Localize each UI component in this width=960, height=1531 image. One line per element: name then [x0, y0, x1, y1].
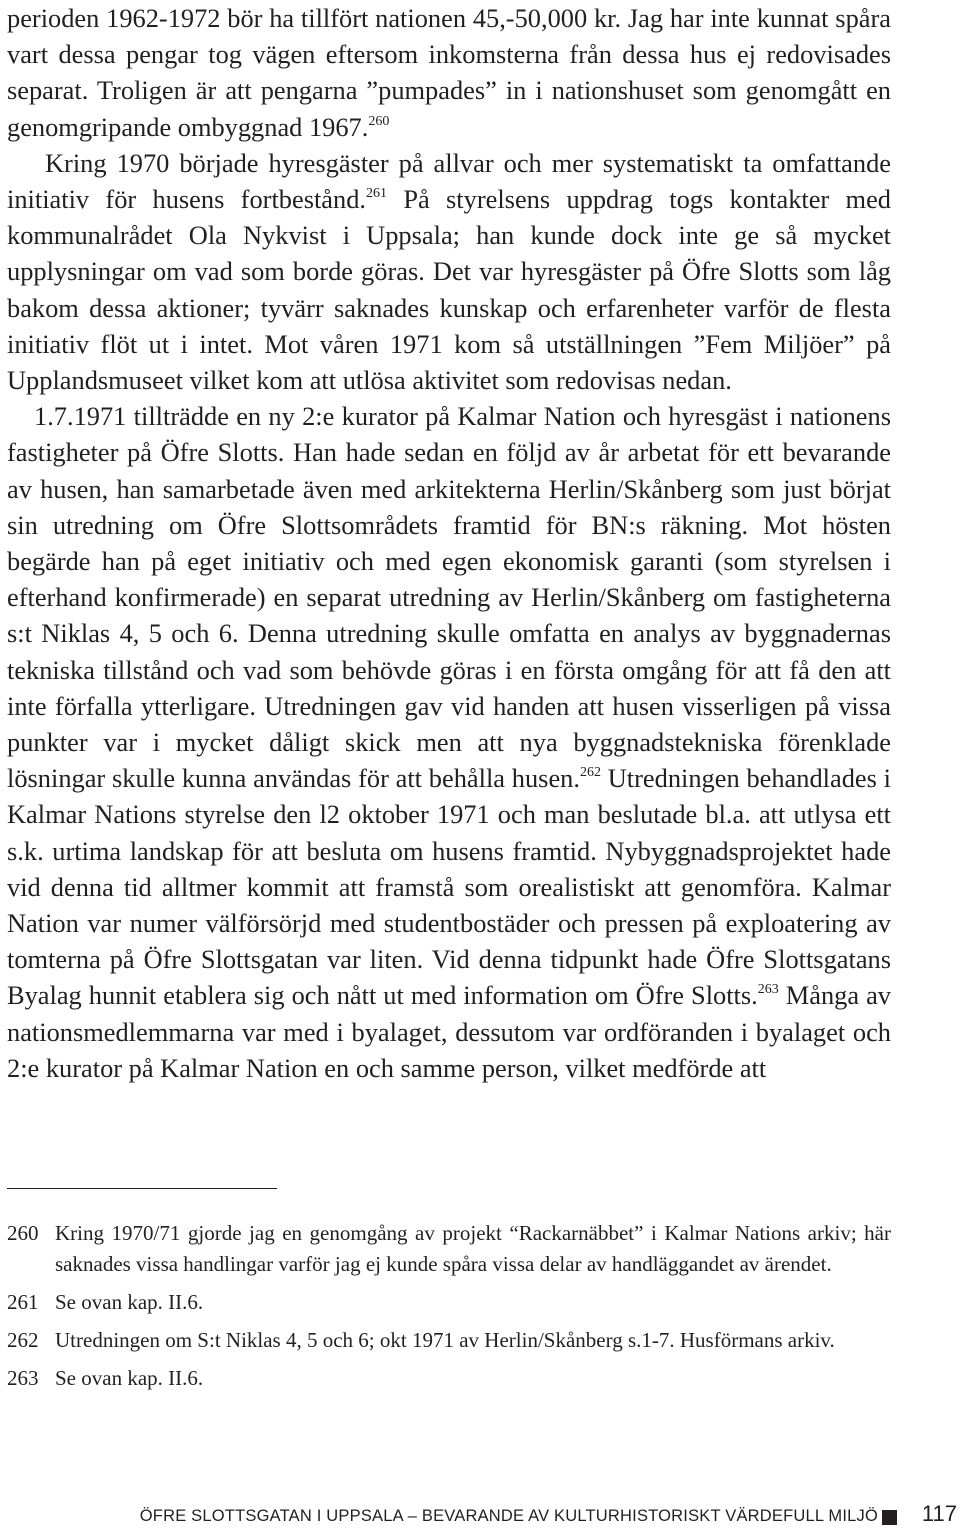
page-footer [0, 1501, 960, 1531]
footnote-number: 263 [7, 1366, 39, 1390]
body-text [7, 0, 891, 1086]
paragraph-2-text-a: Kring 1970 började hyresgäster på allvar och mer systematiskt ta omfattande initiativ för husens fortbestånd. [7, 147, 891, 215]
paragraph-1 [7, 0, 891, 145]
footnote-text: Se ovan kap. II.6. [55, 1290, 204, 1314]
paragraph-2 [7, 145, 891, 398]
paragraph-3-text-b: Utredningen behandlades i Kalmar Nations styrelse den l2 oktober 1971 och man beslutade bl.a. att utlysa ett s.k. urtima landskap för att besluta om husens framtid. Nybyggnadsprojektet hade vid denna tid alltmer kommit att framstå som orealistiskt att genomföra. Kalmar Nation var numer välförsörjd med studentbostäder och pressen på exploatering av tomterna på Öfre Slottsgatan var liten. Vid denna tidpunkt hade Öfre Slottsgatans Byalag hunnit etablera sig och nått ut med information om Öfre Slotts. [7, 763, 891, 1011]
footnote-ref-263[interactable]: 263 [757, 982, 779, 998]
footnote-text: Kring 1970/71 gjorde jag en genomgång av projekt “Rackarnäbbet” i Kalmar Nations arkiv; här saknades vissa handlingar varför jag ej kunde spåra vissa delar av handläggandet av ärendet. [55, 1221, 891, 1276]
paragraph-1-text: perioden 1962-1972 bör ha tillfört nationen 45,-50,000 kr. Jag har inte kunnat spåra vart dessa pengar tog vägen eftersom inkomsterna från dessa hus ej redovisades separat. Troligen är att pengarna ”pumpades” in i nationshuset som genomgått en genomgripande ombyggnad 1967. [7, 3, 891, 142]
paragraph-3-text-c: Många av nationsmedlemmarna var med i byalaget, dessutom var ordföranden i byalaget och 2:e kurator på Kalmar Nation en och samme person, vilket medförde att [7, 980, 891, 1083]
footnote-260 [7, 1218, 891, 1280]
running-title: ÖFRE SLOTTSGATAN I UPPSALA – BEVARANDE AV KULTURHISTORISKT VÄRDEFULL MILJÖ [139, 1507, 878, 1525]
footnote-ref-262[interactable]: 262 [579, 765, 601, 781]
footnote-text: Utredningen om S:t Niklas 4, 5 och 6; okt 1971 av Herlin/Skånberg s.1-7. Husförmans arkiv. [55, 1328, 835, 1352]
paragraph-2-text-b: På styrelsens uppdrag togs kontakter med kommunalrådet Ola Nykvist i Uppsala; han kunde dock inte ge så mycket upplysningar om vad som borde göras. Det var hyresgäster på Öfre Slotts som låg bakom dessa aktioner; tyvärr saknades kunskap och erfarenheter varför de flesta initiativ flöt ut i intet. Mot våren 1971 kom så utställningen ”Fem Miljöer” på Upplandsmuseet vilket kom att utlösa aktivitet som redovisas nedan. [7, 184, 891, 396]
footnote-number: 261 [7, 1290, 39, 1314]
square-bullet-icon [882, 1510, 897, 1525]
footnote-number: 260 [7, 1221, 39, 1245]
paragraph-3-text-a: 1.7.1971 tillträdde en ny 2:e kurator på Kalmar Nation och hyresgäst i nationens fastigheter på Öfre Slotts. Han hade sedan en följd av år arbetat för ett bevarande av husen, han samarbetade även med arkitekterna Herlin/Skånberg som just börjat sin utredning om Öfre Slottsområdets framtid för BN:s räkning. Mot hösten begärde han på eget initiativ och med egen ekonomisk garanti (som styrelsen i efterhand konfirmerade) en separat utredning av Herlin/Skånberg om fastigheterna s:t Niklas 4, 5 och 6. Denna utredning skulle omfatta en analys av byggnadernas tekniska tillstånd och vad som behövde göras i en första omgång för att få den att inte förfalla ytterligare. Utredningen gav vid handen att husen visserligen på vissa punkter var i mycket dåligt skick men att nya byggnadstekniska förenklade lösningar skulle kunna användas för att behålla husen. [7, 401, 891, 794]
page-number: 117 [921, 1501, 957, 1526]
footnote-263 [7, 1363, 891, 1394]
footnote-261 [7, 1287, 891, 1318]
page-body [7, 0, 891, 1086]
footnote-text: Se ovan kap. II.6. [55, 1366, 204, 1390]
footnote-divider [7, 1188, 277, 1189]
footnotes [7, 1218, 891, 1401]
footnote-ref-260[interactable]: 260 [368, 113, 390, 129]
footnote-number: 262 [7, 1328, 39, 1352]
footnote-ref-261[interactable]: 261 [366, 186, 387, 202]
footnote-262 [7, 1325, 891, 1356]
paragraph-3 [7, 398, 891, 1086]
